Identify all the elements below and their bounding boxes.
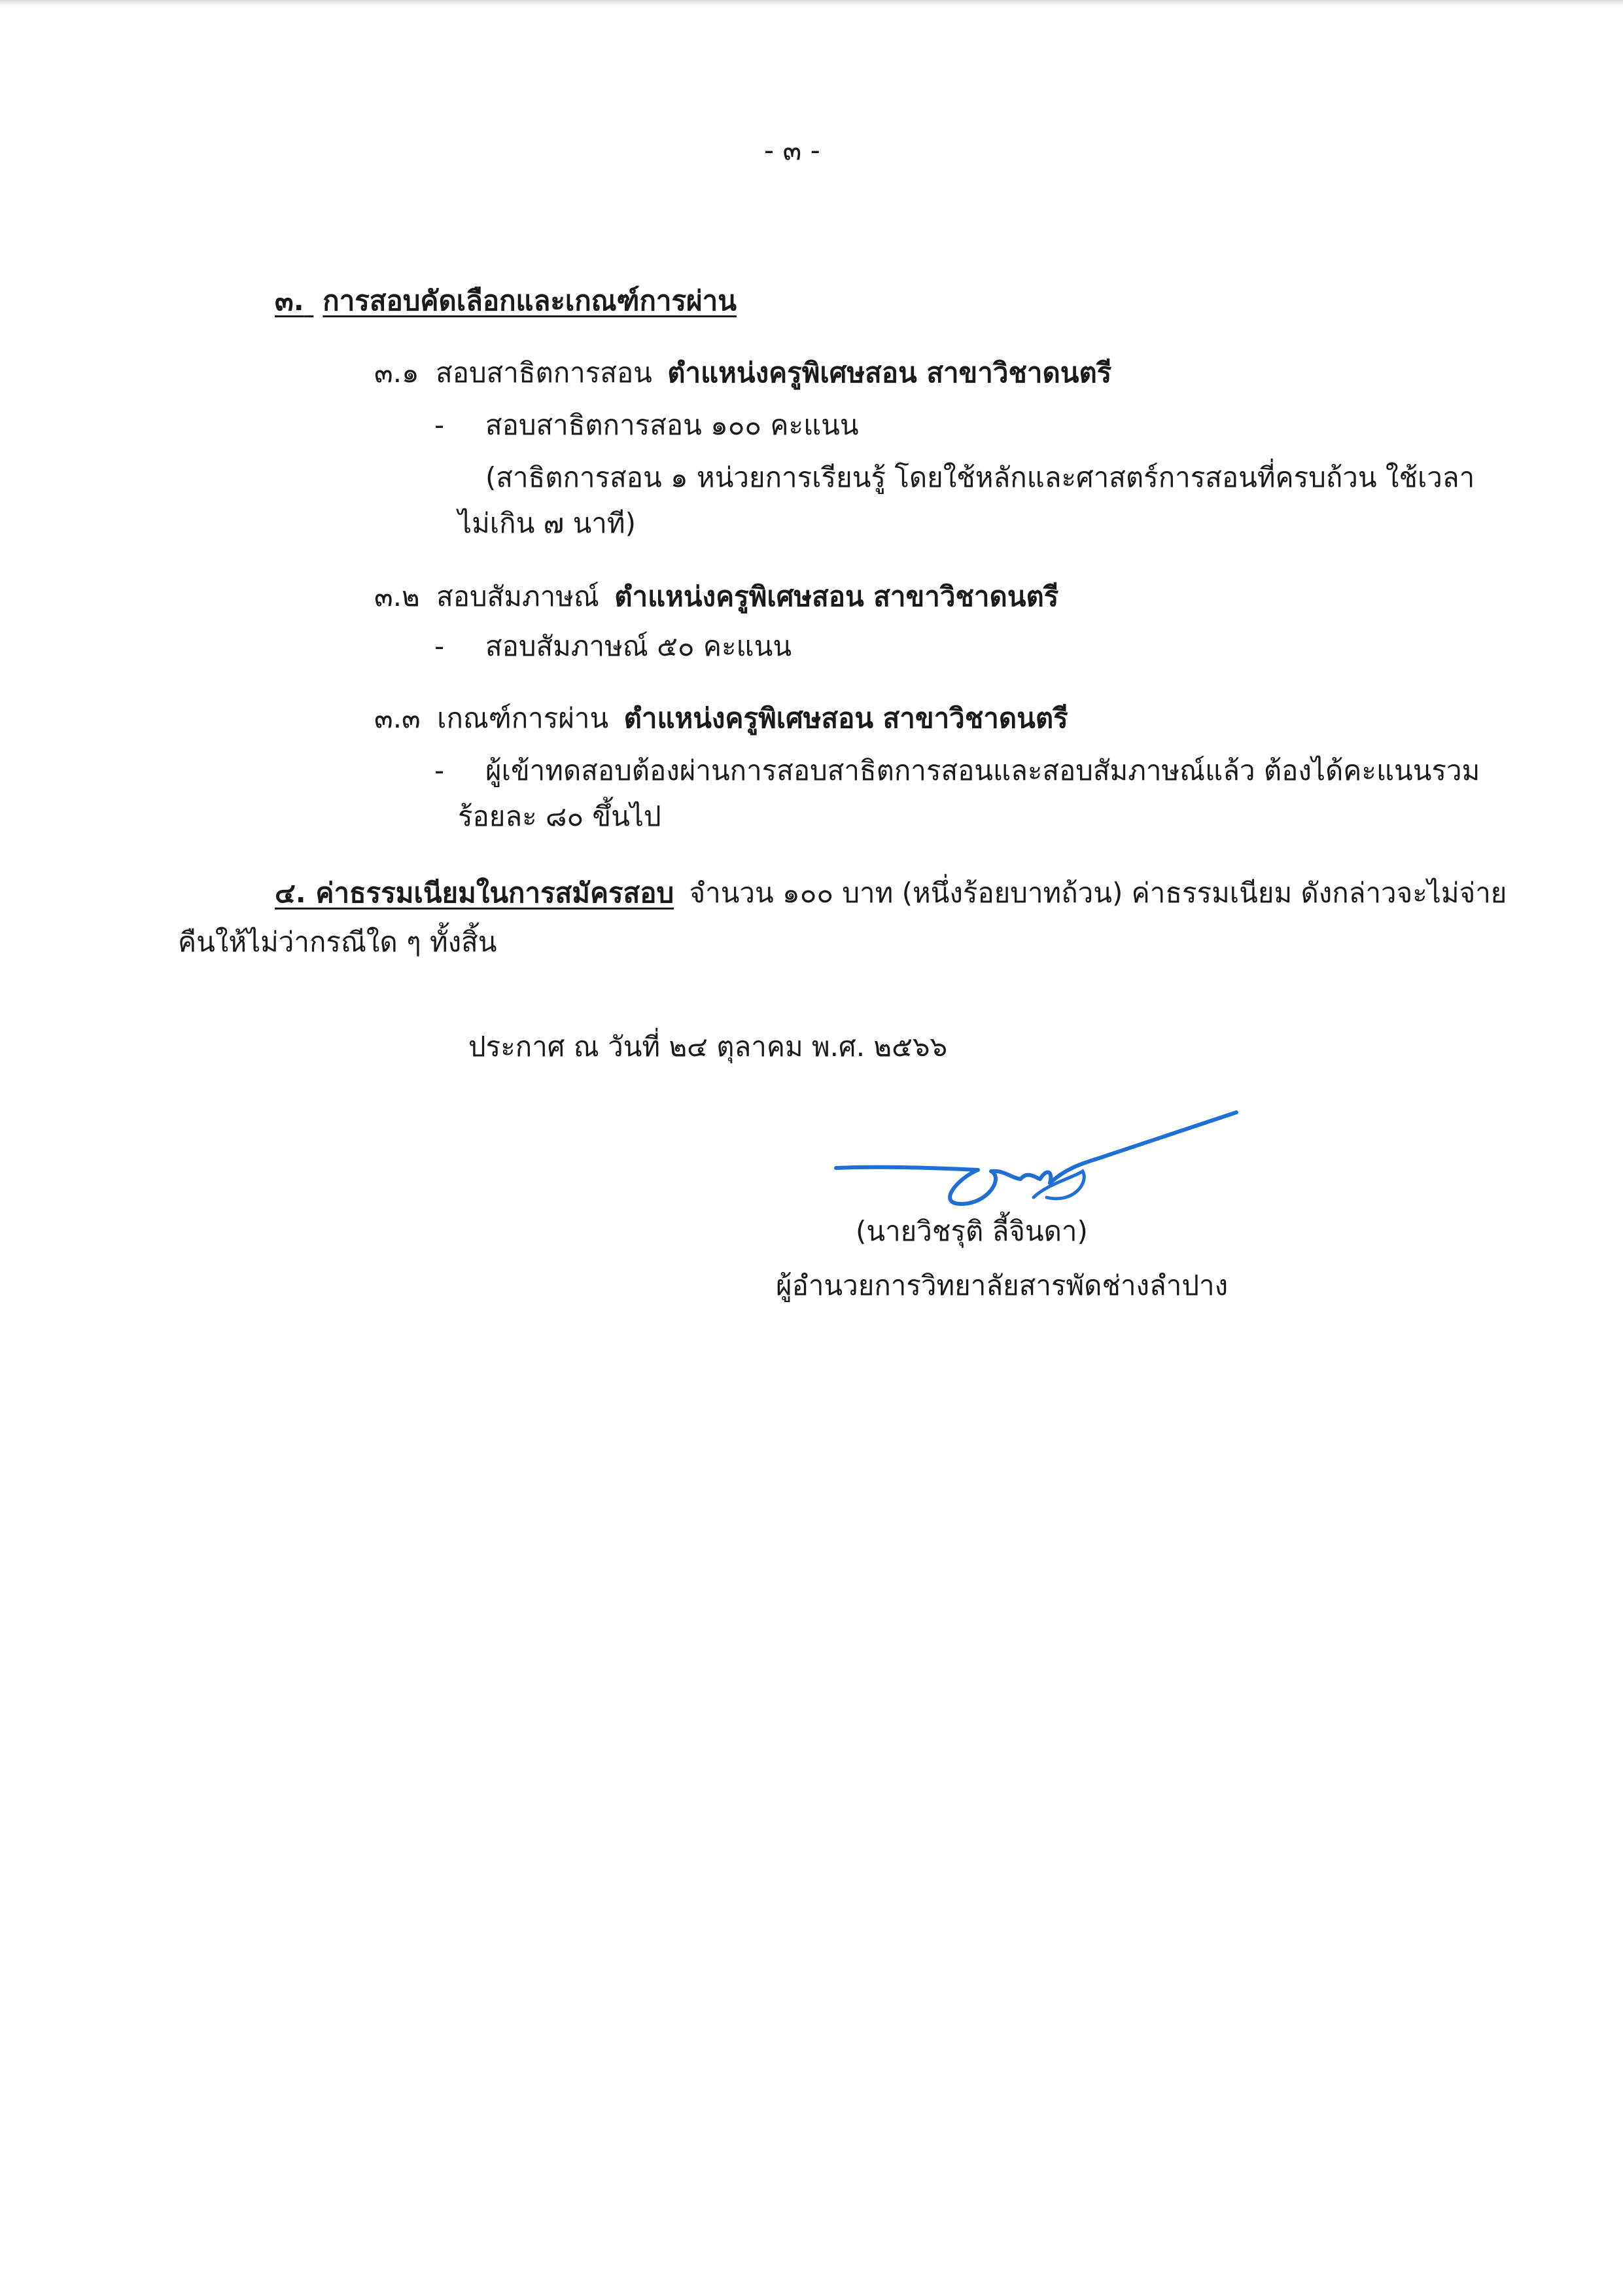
item-3-1-position: ตำแหน่งครูพิเศษสอน สาขาวิชาดนตรี [667,357,1112,389]
announcement-date: ประกาศ ณ วันที่ ๒๔ ตุลาคม พ.ศ. ๒๕๖๖ [468,1031,948,1063]
item-3-3-label: เกณฑ์การผ่าน [437,702,609,734]
section-3-heading [275,281,737,321]
item-3-1-heading [374,353,1111,393]
item-3-3-bullet-line2: ร้อยละ ๘๐ ขึ้นไป [458,800,661,832]
item-3-2-heading [374,577,1058,616]
item-3-2-number: ๓.๒ [374,580,420,612]
signature-image [824,1106,1243,1224]
section-4-text: จำนวน ๑๐๐ บาท (หนึ่งร้อยบาทถ้วน) ค่าธรรมเนียม ดังกล่าวจะไม่จ่าย [689,877,1507,909]
item-3-1-note-line2: ไม่เกิน ๗ นาที) [458,507,636,539]
item-3-3-bullet-line1: ผู้เข้าทดสอบต้องผ่านการสอบสาธิตการสอนและสอบสัมภาษณ์แล้ว ต้องได้คะแนนรวม [485,754,1480,786]
signatory-title: ผู้อำนวยการวิทยาลัยสารพัดช่างลำปาง [776,1269,1229,1301]
item-3-2-label: สอบสัมภาษณ์ [436,580,599,612]
item-3-3-number: ๓.๓ [374,702,421,734]
item-3-2-bullet: สอบสัมภาษณ์ ๕๐ คะแนน [485,630,792,662]
bullet-dash: - [434,630,445,662]
bullet-dash: - [434,754,445,786]
signature-stroke [836,1112,1236,1204]
item-3-1-label: สอบสาธิตการสอน [436,357,652,389]
item-3-1-bullet: สอบสาธิตการสอน ๑๐๐ คะแนน [485,409,859,441]
section-3-title: การสอบคัดเลือกและเกณฑ์การผ่าน [323,285,737,317]
item-3-1-note-line1: (สาธิตการสอน ๑ หน่วยการเรียนรู้ โดยใช้หลักและศาสตร์การสอนที่ครบถ้วน ใช้เวลา [485,461,1475,493]
signatory-name: (นายวิชรุติ ลี้จินดา) [856,1215,1088,1247]
page-number: - ๓ - [764,134,820,166]
item-3-3-heading [374,699,1068,738]
item-3-2-position: ตำแหน่งครูพิเศษสอน สาขาวิชาดนตรี [614,580,1059,612]
section-4-paragraph-line2: คืนให้ไม่ว่ากรณีใด ๆ ทั้งสิ้น [178,926,497,958]
scan-top-edge [0,0,1623,7]
item-3-1-number: ๓.๑ [374,357,419,389]
section-4-paragraph-line1 [275,874,1507,913]
section-3-number: ๓. [275,285,304,317]
section-4-heading: ๔. ค่าธรรมเนียมในการสมัครสอบ [275,877,674,909]
bullet-dash: - [434,409,445,441]
item-3-3-position: ตำแหน่งครูพิเศษสอน สาขาวิชาดนตรี [623,702,1068,734]
